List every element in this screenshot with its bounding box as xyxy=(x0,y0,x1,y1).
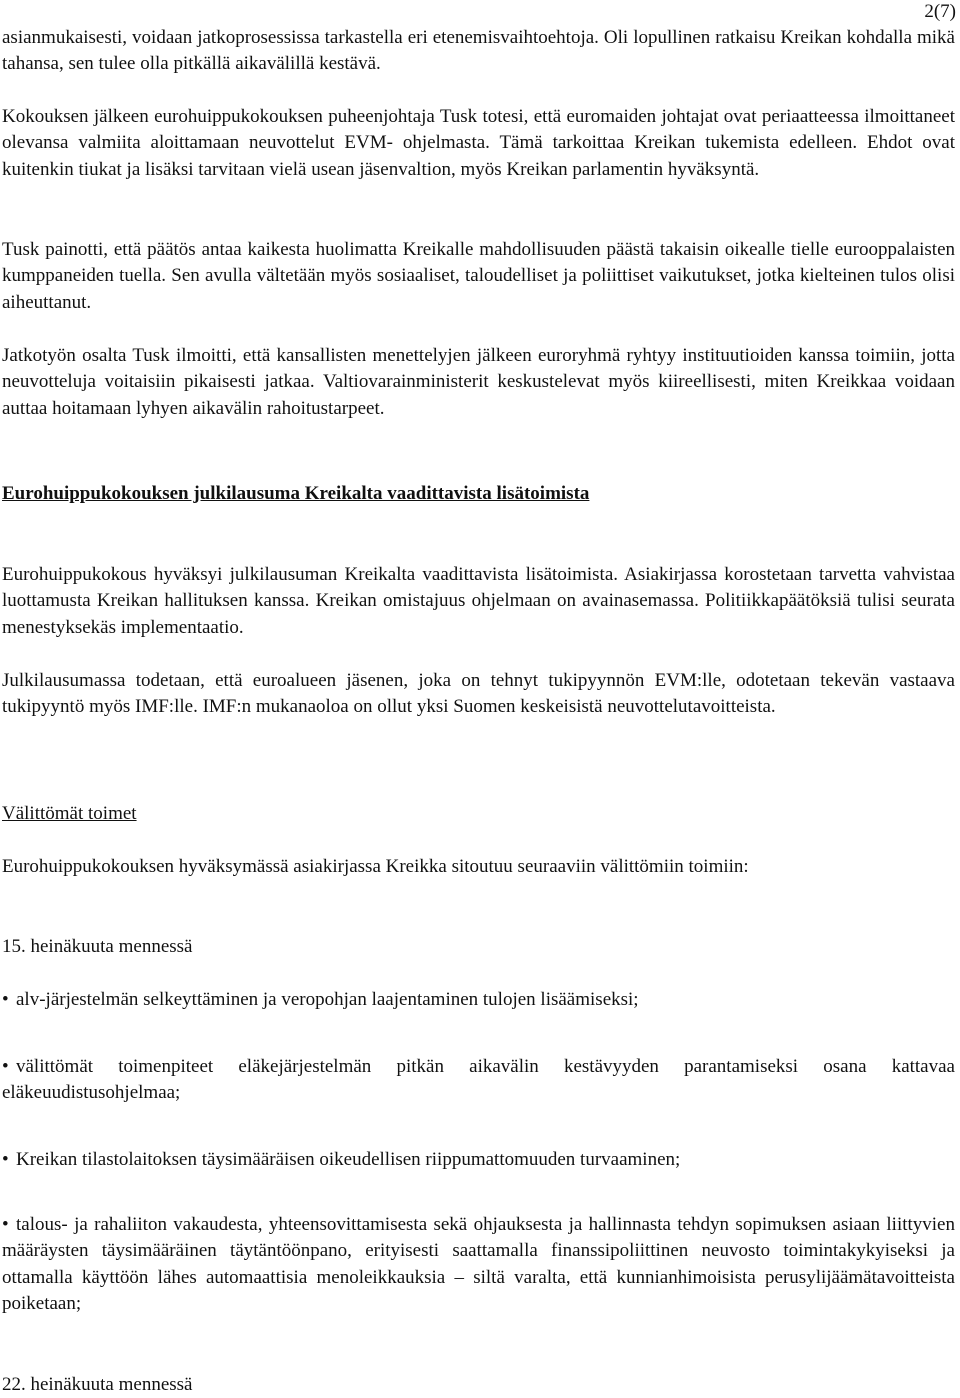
paragraph-imf-request: Julkilausumassa todetaan, että euroalueen jäsenen, joka on tehnyt tukipyynnön EVM:lle, odotetaan tekevän vastaava tukipyyntö myös IMF:lle. IMF:n mukanaoloa on ollut yksi Suomen keskeisistä neuvottelutavoitteista. xyxy=(2,670,955,718)
paragraph-summit-statement: Eurohuippukokous hyväksyi julkilausuman Kreikalta vaadittavista lisätoimista. Asiakirjassa korostetaan tarvetta vahvistaa luottamusta Kreikan hallituksen kanssa. Kreikan omistajuus ohjelmaan on avainasemassa. Politiikkapäätöksiä tulisi seurata menestyksekäs implementaatio. xyxy=(2,564,955,638)
list-item-text: Kreikan tilastolaitoksen täysimääräisen oikeudellisen riippumattomuuden turvaaminen; xyxy=(16,1149,681,1170)
deadline-label-15-july: 15. heinäkuuta mennessä xyxy=(2,936,193,957)
section-heading: Eurohuippukokouksen julkilausuma Kreikalta vaadittavista lisätoimista xyxy=(2,483,590,504)
paragraph-further-work: Jatkotyön osalta Tusk ilmoitti, että kansallisten menettelyjen jälkeen euroryhmä ryhtyy instituutioiden kanssa toimiin, jotta neuvotteluja voitaisiin pikaisesti jatkaa. Valtiovarainministerit keskustelevat myös kiireellisesti, miten Kreikkaa voidaan auttaa hoitamaan lyhyen aikavälin rahoitustarpeet. xyxy=(2,345,955,419)
list-item xyxy=(2,987,955,1013)
list-item xyxy=(2,1212,955,1318)
paragraph-tusk-statement: Kokouksen jälkeen eurohuippukokouksen puheenjohtaja Tusk totesi, että euromaiden johtajat ovat periaatteessa ilmoittaneet olevansa valmiita aloittamaan neuvottelut EVM- ohjelmasta. Tämä tarkoittaa Kreikan tukemista edelleen. Ehdot ovat kuitenkin tiukat ja lisäksi tarvitaan vielä usean jäsenvaltion, myös Kreikan parlamentin hyväksyntä. xyxy=(2,106,955,180)
page-number: 2(7) xyxy=(924,1,956,22)
list-item-text: välittömät toimenpiteet eläkejärjestelmän pitkän aikavälin kestävyyden parantamiseksi osana kattavaa eläkeuudistusohjelmaa; xyxy=(2,1056,955,1104)
bullet-icon: • xyxy=(2,1214,9,1235)
list-item xyxy=(2,1054,955,1107)
bullet-icon: • xyxy=(2,989,9,1010)
list-item-text: alv-järjestelmän selkeyttäminen ja veropohjan laajentaminen tulojen lisäämiseksi; xyxy=(16,989,639,1010)
bullet-icon: • xyxy=(2,1056,9,1077)
bullet-icon: • xyxy=(2,1149,9,1170)
deadline-label-22-july: 22. heinäkuuta mennessä xyxy=(2,1374,193,1395)
section-subheading: Välittömät toimet xyxy=(2,803,137,824)
paragraph-commitments: Eurohuippukokouksen hyväksymässä asiakirjassa Kreikka sitoutuu seuraaviin välittömiin toimiin: xyxy=(2,856,749,877)
list-item-text: talous- ja rahaliiton vakaudesta, yhteensovittamisesta sekä ohjauksesta ja hallinnasta tehdyn sopimuksen asiaan liittyvien määräysten täysimääräinen täytäntöönpano, erityisesti saattamalla finanssipoliittinen neuvosto toimintakykyiseksi ja ottamalla käyttöön lähes automaattisia menoleikkauksia – siltä varalta, että kunnianhimoisista perusylijäämätavoitteista poiketaan; xyxy=(2,1214,955,1315)
list-item xyxy=(2,1147,955,1173)
paragraph-tusk-emphasis: Tusk painotti, että päätös antaa kaikesta huolimatta Kreikalle mahdollisuuden päästä takaisin oikealle tielle eurooppalaisten kumppaneiden tuella. Sen avulla vältetään myös sosiaaliset, taloudelliset ja poliittiset vaikutukset, jotka kielteinen tulos olisi aiheuttanut. xyxy=(2,239,955,313)
paragraph-continuation: asianmukaisesti, voidaan jatkoprosessissa tarkastella eri etenemisvaihtoehtoja. Oli lopullinen ratkaisu Kreikan kohdalla mikä tahansa, sen tulee olla pitkällä aikavälillä kestävä. xyxy=(2,27,955,75)
